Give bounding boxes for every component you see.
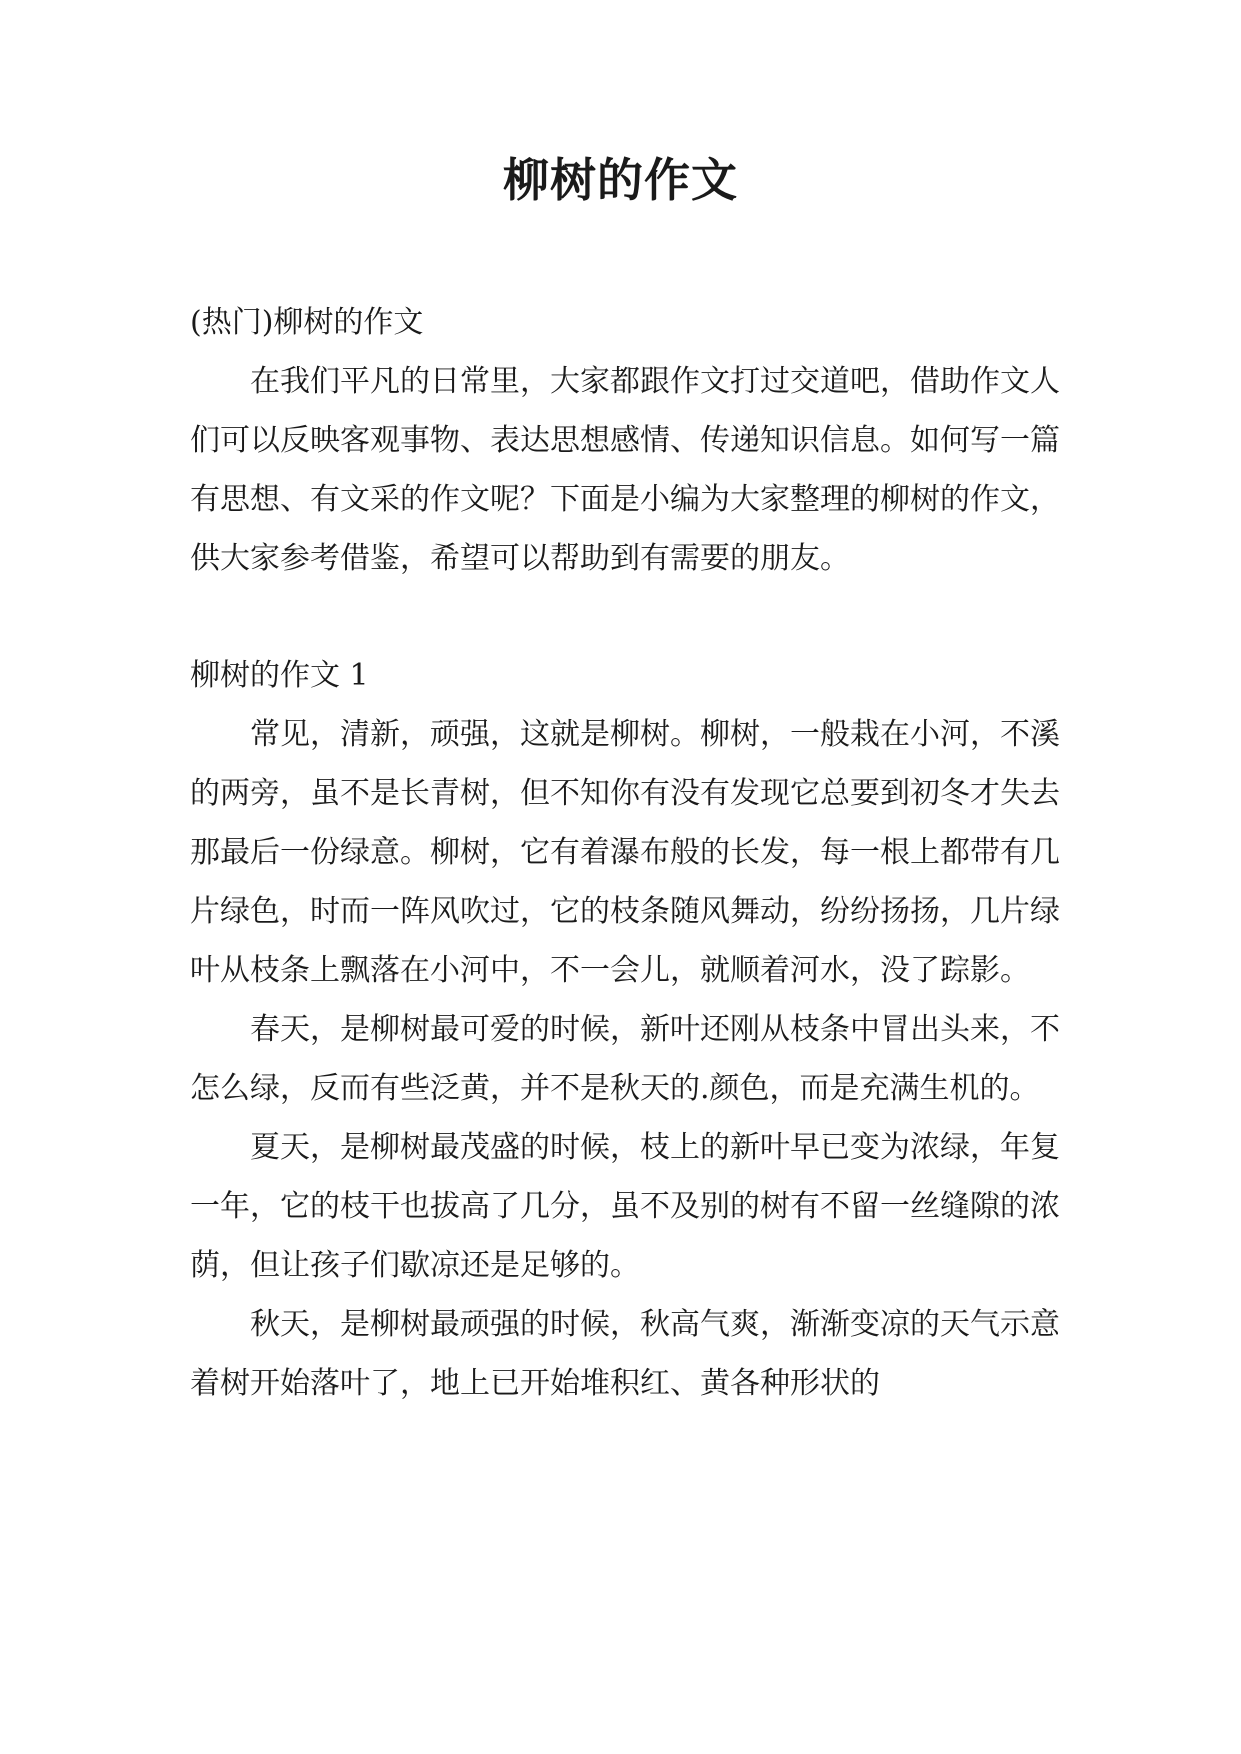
document-title: 柳树的作文 <box>503 153 738 207</box>
intro-paragraph: 在我们平凡的日常里，大家都跟作文打过交道吧，借助作文人们可以反映客观事物、表达思想感情、传递知识信息。如何写一篇有思想、有文采的作文呢？下面是小编为大家整理的柳树的作文，供大家参考借鉴，希望可以帮助到有需要的朋友。 <box>190 364 1060 576</box>
body-paragraph: 秋天，是柳树最顽强的时候，秋高气爽，渐渐变凉的天气示意着树开始落叶了，地上已开始堆积红、黄各种形状的 <box>190 1307 1060 1401</box>
document-body <box>190 293 1060 1413</box>
section-heading: 柳树的作文 1 <box>190 658 369 693</box>
body-paragraph: 春天，是柳树最可爱的时候，新叶还刚从枝条中冒出头来，不怎么绿，反而有些泛黄，并不是秋天的.颜色，而是充满生机的。 <box>190 1012 1060 1106</box>
subtitle: (热门)柳树的作文 <box>190 305 424 340</box>
body-paragraph: 常见，清新，顽强，这就是柳树。柳树，一般栽在小河，不溪的两旁，虽不是长青树，但不知你有没有发现它总要到初冬才失去那最后一份绿意。柳树，它有着瀑布般的长发，每一根上都带有几片绿色，时而一阵风吹过，它的枝条随风舞动，纷纷扬扬，几片绿叶从枝条上飘落在小河中，不一会儿，就顺着河水，没了踪影。 <box>190 717 1060 988</box>
section-spacer <box>190 588 1060 646</box>
body-paragraph: 夏天，是柳树最茂盛的时候，枝上的新叶早已变为浓绿，年复一年，它的枝干也拔高了几分，虽不及别的树有不留一丝缝隙的浓荫，但让孩子们歇凉还是足够的。 <box>190 1130 1060 1283</box>
